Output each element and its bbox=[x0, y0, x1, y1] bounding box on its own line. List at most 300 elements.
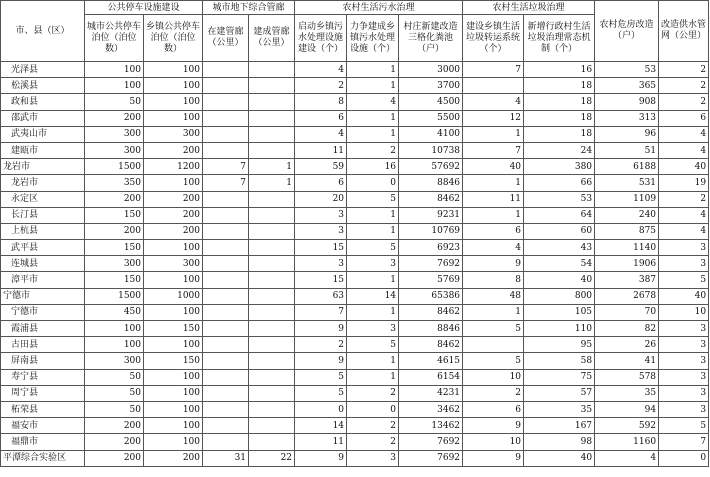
value-cell: 70 bbox=[595, 304, 659, 320]
value-cell: 100 bbox=[144, 272, 203, 288]
value-cell: 64 bbox=[524, 207, 595, 223]
value-cell: 531 bbox=[595, 175, 659, 191]
region-name-cell: 福安市 bbox=[1, 418, 85, 434]
value-cell: 58 bbox=[524, 353, 595, 369]
value-cell: 35 bbox=[524, 401, 595, 417]
value-cell: 100 bbox=[144, 337, 203, 353]
value-cell bbox=[203, 240, 249, 256]
table-row bbox=[1, 62, 709, 78]
value-cell: 51 bbox=[595, 142, 659, 158]
value-cell bbox=[203, 385, 249, 401]
region-name-cell: 霞浦县 bbox=[1, 321, 85, 337]
value-cell: 2 bbox=[347, 142, 399, 158]
value-cell: 100 bbox=[144, 369, 203, 385]
table-row bbox=[1, 175, 709, 191]
value-cell: 1500 bbox=[85, 288, 144, 304]
value-cell: 48 bbox=[463, 288, 524, 304]
value-cell: 150 bbox=[144, 321, 203, 337]
value-cell bbox=[249, 62, 295, 78]
table-row bbox=[1, 126, 709, 142]
value-cell: 11 bbox=[295, 434, 347, 450]
value-cell: 7 bbox=[203, 175, 249, 191]
region-name-cell: 平潭综合实验区 bbox=[1, 450, 85, 466]
table-row bbox=[1, 321, 709, 337]
value-cell bbox=[249, 78, 295, 94]
value-cell bbox=[203, 304, 249, 320]
sewage-group-header: 农村生活污水治理 bbox=[295, 1, 463, 15]
value-cell: 98 bbox=[524, 434, 595, 450]
value-cell: 300 bbox=[85, 256, 144, 272]
value-cell: 19 bbox=[659, 175, 709, 191]
value-cell: 4 bbox=[347, 94, 399, 110]
value-cell bbox=[249, 401, 295, 417]
value-cell: 0 bbox=[347, 175, 399, 191]
value-cell: 365 bbox=[595, 78, 659, 94]
region-name-cell: 建瓯市 bbox=[1, 142, 85, 158]
value-cell: 100 bbox=[144, 385, 203, 401]
value-cell: 2 bbox=[659, 94, 709, 110]
sub-header-sewage-start: 启动乡镇污水处理设施建设（个） bbox=[295, 15, 347, 62]
value-cell: 2 bbox=[347, 434, 399, 450]
region-name-cell: 龙岩市 bbox=[1, 175, 85, 191]
value-cell: 3462 bbox=[399, 401, 463, 417]
value-cell: 75 bbox=[524, 369, 595, 385]
table-row bbox=[1, 418, 709, 434]
garbage-group-header: 农村生活垃圾治理 bbox=[463, 1, 595, 15]
value-cell: 200 bbox=[85, 434, 144, 450]
value-cell: 200 bbox=[144, 223, 203, 239]
value-cell: 10738 bbox=[399, 142, 463, 158]
value-cell: 57692 bbox=[399, 159, 463, 175]
value-cell: 3 bbox=[659, 337, 709, 353]
value-cell: 8462 bbox=[399, 304, 463, 320]
value-cell bbox=[203, 94, 249, 110]
value-cell: 16 bbox=[524, 62, 595, 78]
value-cell: 3 bbox=[347, 321, 399, 337]
value-cell: 53 bbox=[524, 191, 595, 207]
value-cell: 5 bbox=[295, 369, 347, 385]
value-cell: 1109 bbox=[595, 191, 659, 207]
value-cell: 6188 bbox=[595, 159, 659, 175]
table-row bbox=[1, 337, 709, 353]
region-name-cell: 武平县 bbox=[1, 240, 85, 256]
value-cell bbox=[203, 434, 249, 450]
table-row bbox=[1, 142, 709, 158]
value-cell: 1 bbox=[463, 126, 524, 142]
value-cell: 11 bbox=[463, 191, 524, 207]
value-cell: 14 bbox=[295, 418, 347, 434]
region-name-cell: 龙岩市 bbox=[1, 159, 85, 175]
value-cell bbox=[203, 223, 249, 239]
value-cell: 6 bbox=[463, 401, 524, 417]
value-cell: 3 bbox=[659, 369, 709, 385]
value-cell: 300 bbox=[85, 353, 144, 369]
value-cell bbox=[249, 369, 295, 385]
value-cell bbox=[203, 207, 249, 223]
value-cell: 9 bbox=[295, 321, 347, 337]
value-cell: 8462 bbox=[399, 191, 463, 207]
value-cell: 9 bbox=[463, 256, 524, 272]
value-cell bbox=[463, 337, 524, 353]
value-cell: 0 bbox=[659, 450, 709, 466]
value-cell: 57 bbox=[524, 385, 595, 401]
value-cell: 110 bbox=[524, 321, 595, 337]
value-cell: 240 bbox=[595, 207, 659, 223]
region-name-cell: 上杭县 bbox=[1, 223, 85, 239]
value-cell: 100 bbox=[144, 434, 203, 450]
value-cell: 0 bbox=[347, 401, 399, 417]
value-cell: 7692 bbox=[399, 450, 463, 466]
value-cell: 18 bbox=[524, 94, 595, 110]
value-cell: 5 bbox=[347, 240, 399, 256]
region-name-cell: 宁德市 bbox=[1, 288, 85, 304]
value-cell bbox=[249, 321, 295, 337]
value-cell: 3700 bbox=[399, 78, 463, 94]
value-cell bbox=[249, 353, 295, 369]
value-cell: 800 bbox=[524, 288, 595, 304]
value-cell: 18 bbox=[524, 78, 595, 94]
region-column-header: 市、县（区） bbox=[1, 1, 85, 62]
value-cell: 96 bbox=[595, 126, 659, 142]
value-cell: 63 bbox=[295, 288, 347, 304]
value-cell bbox=[249, 434, 295, 450]
value-cell: 1 bbox=[347, 304, 399, 320]
value-cell: 4 bbox=[659, 207, 709, 223]
value-cell: 3 bbox=[347, 450, 399, 466]
region-name-cell: 长汀县 bbox=[1, 207, 85, 223]
value-cell: 2 bbox=[347, 385, 399, 401]
value-cell: 7692 bbox=[399, 256, 463, 272]
value-cell: 5 bbox=[295, 385, 347, 401]
value-cell: 5 bbox=[659, 418, 709, 434]
value-cell: 26 bbox=[595, 337, 659, 353]
value-cell: 18 bbox=[524, 110, 595, 126]
value-cell: 3 bbox=[659, 321, 709, 337]
table-row bbox=[1, 78, 709, 94]
value-cell bbox=[249, 191, 295, 207]
value-cell: 1 bbox=[347, 62, 399, 78]
value-cell: 60 bbox=[524, 223, 595, 239]
value-cell: 1140 bbox=[595, 240, 659, 256]
region-name-cell: 古田县 bbox=[1, 337, 85, 353]
value-cell bbox=[249, 418, 295, 434]
value-cell: 350 bbox=[85, 175, 144, 191]
region-name-cell: 寿宁县 bbox=[1, 369, 85, 385]
value-cell: 300 bbox=[144, 256, 203, 272]
value-cell: 8846 bbox=[399, 321, 463, 337]
value-cell: 59 bbox=[295, 159, 347, 175]
sub-header-town-parking: 乡镇公共停车泊位（泊位数） bbox=[144, 15, 203, 62]
value-cell: 40 bbox=[524, 450, 595, 466]
value-cell: 1 bbox=[463, 207, 524, 223]
value-cell: 3 bbox=[659, 385, 709, 401]
table-row bbox=[1, 288, 709, 304]
sub-header-garbage-transfer: 建设乡镇生活垃圾转运系统（个） bbox=[463, 15, 524, 62]
value-cell bbox=[249, 256, 295, 272]
value-cell: 380 bbox=[524, 159, 595, 175]
value-cell: 4 bbox=[295, 62, 347, 78]
region-name-cell: 漳平市 bbox=[1, 272, 85, 288]
value-cell: 5 bbox=[463, 353, 524, 369]
value-cell bbox=[203, 418, 249, 434]
value-cell: 12 bbox=[463, 110, 524, 126]
value-cell: 15 bbox=[295, 272, 347, 288]
value-cell: 1200 bbox=[144, 159, 203, 175]
value-cell: 2 bbox=[463, 385, 524, 401]
value-cell: 9231 bbox=[399, 207, 463, 223]
value-cell: 9 bbox=[463, 450, 524, 466]
value-cell: 53 bbox=[595, 62, 659, 78]
table-body bbox=[1, 62, 709, 467]
value-cell: 1 bbox=[249, 175, 295, 191]
value-cell: 875 bbox=[595, 223, 659, 239]
value-cell bbox=[203, 369, 249, 385]
value-cell: 6 bbox=[295, 110, 347, 126]
region-name-cell: 连城县 bbox=[1, 256, 85, 272]
value-cell: 150 bbox=[85, 240, 144, 256]
value-cell: 200 bbox=[85, 110, 144, 126]
value-cell: 1500 bbox=[85, 159, 144, 175]
value-cell: 3 bbox=[659, 256, 709, 272]
value-cell: 4 bbox=[659, 223, 709, 239]
value-cell: 4100 bbox=[399, 126, 463, 142]
value-cell bbox=[249, 142, 295, 158]
value-cell: 1 bbox=[347, 110, 399, 126]
value-cell bbox=[203, 126, 249, 142]
value-cell: 40 bbox=[463, 159, 524, 175]
value-cell: 66 bbox=[524, 175, 595, 191]
value-cell: 6 bbox=[659, 110, 709, 126]
value-cell bbox=[203, 62, 249, 78]
value-cell: 450 bbox=[85, 304, 144, 320]
value-cell: 100 bbox=[144, 110, 203, 126]
value-cell bbox=[203, 321, 249, 337]
value-cell: 3 bbox=[659, 401, 709, 417]
value-cell: 94 bbox=[595, 401, 659, 417]
value-cell bbox=[249, 385, 295, 401]
value-cell bbox=[203, 191, 249, 207]
value-cell bbox=[249, 110, 295, 126]
value-cell bbox=[463, 78, 524, 94]
value-cell: 1 bbox=[249, 159, 295, 175]
table-row bbox=[1, 207, 709, 223]
value-cell bbox=[249, 94, 295, 110]
value-cell: 592 bbox=[595, 418, 659, 434]
region-name-cell: 光泽县 bbox=[1, 62, 85, 78]
value-cell: 4 bbox=[295, 126, 347, 142]
value-cell: 5 bbox=[347, 337, 399, 353]
value-cell bbox=[249, 337, 295, 353]
value-cell: 105 bbox=[524, 304, 595, 320]
value-cell bbox=[203, 256, 249, 272]
value-cell: 2 bbox=[295, 78, 347, 94]
value-cell: 24 bbox=[524, 142, 595, 158]
value-cell: 8462 bbox=[399, 337, 463, 353]
value-cell: 578 bbox=[595, 369, 659, 385]
sub-header-sewage-complete: 力争建成乡镇污水处理设施（个） bbox=[347, 15, 399, 62]
value-cell: 50 bbox=[85, 385, 144, 401]
value-cell: 200 bbox=[144, 142, 203, 158]
table-row bbox=[1, 304, 709, 320]
region-name-cell: 宁德市 bbox=[1, 304, 85, 320]
value-cell: 200 bbox=[144, 191, 203, 207]
value-cell: 10 bbox=[463, 369, 524, 385]
value-cell: 200 bbox=[85, 191, 144, 207]
value-cell: 300 bbox=[85, 126, 144, 142]
dilapidated-housing-header: 农村危房改造（户） bbox=[595, 1, 659, 62]
value-cell: 50 bbox=[85, 369, 144, 385]
value-cell: 40 bbox=[659, 159, 709, 175]
value-cell: 9 bbox=[295, 353, 347, 369]
table-row bbox=[1, 223, 709, 239]
value-cell: 3 bbox=[347, 256, 399, 272]
value-cell: 7 bbox=[203, 159, 249, 175]
value-cell: 200 bbox=[85, 418, 144, 434]
value-cell: 150 bbox=[85, 272, 144, 288]
value-cell: 7 bbox=[463, 62, 524, 78]
value-cell: 6 bbox=[463, 223, 524, 239]
sub-header-garbage-mechanism: 新增行政村生活垃圾治理常态机制（个） bbox=[524, 15, 595, 62]
value-cell: 5769 bbox=[399, 272, 463, 288]
value-cell: 1 bbox=[347, 272, 399, 288]
value-cell: 4500 bbox=[399, 94, 463, 110]
value-cell bbox=[249, 304, 295, 320]
value-cell: 7692 bbox=[399, 434, 463, 450]
value-cell: 18 bbox=[524, 126, 595, 142]
value-cell: 2 bbox=[659, 62, 709, 78]
value-cell: 300 bbox=[144, 126, 203, 142]
value-cell: 82 bbox=[595, 321, 659, 337]
value-cell: 1 bbox=[347, 78, 399, 94]
value-cell: 10 bbox=[659, 304, 709, 320]
region-name-cell: 武夷山市 bbox=[1, 126, 85, 142]
value-cell: 31 bbox=[203, 450, 249, 466]
value-cell: 1906 bbox=[595, 256, 659, 272]
value-cell: 100 bbox=[144, 94, 203, 110]
value-cell: 14 bbox=[347, 288, 399, 304]
value-cell: 54 bbox=[524, 256, 595, 272]
table-row bbox=[1, 401, 709, 417]
value-cell: 3 bbox=[295, 223, 347, 239]
value-cell bbox=[249, 207, 295, 223]
table-row bbox=[1, 240, 709, 256]
value-cell: 1 bbox=[347, 126, 399, 142]
value-cell: 200 bbox=[85, 223, 144, 239]
value-cell: 3 bbox=[659, 240, 709, 256]
value-cell: 4 bbox=[659, 142, 709, 158]
value-cell bbox=[249, 288, 295, 304]
value-cell: 11 bbox=[295, 142, 347, 158]
value-cell: 1160 bbox=[595, 434, 659, 450]
value-cell: 100 bbox=[144, 418, 203, 434]
value-cell bbox=[249, 272, 295, 288]
value-cell: 4 bbox=[595, 450, 659, 466]
value-cell: 5 bbox=[463, 321, 524, 337]
table-row bbox=[1, 369, 709, 385]
value-cell bbox=[249, 223, 295, 239]
table-row bbox=[1, 272, 709, 288]
value-cell: 100 bbox=[144, 78, 203, 94]
value-cell: 40 bbox=[524, 272, 595, 288]
value-cell: 4 bbox=[463, 94, 524, 110]
value-cell: 150 bbox=[85, 207, 144, 223]
table-row bbox=[1, 191, 709, 207]
value-cell: 5500 bbox=[399, 110, 463, 126]
value-cell: 3 bbox=[295, 256, 347, 272]
value-cell: 8846 bbox=[399, 175, 463, 191]
value-cell: 300 bbox=[85, 142, 144, 158]
value-cell: 6154 bbox=[399, 369, 463, 385]
pipe-gallery-group-header: 城市地下综合管廊 bbox=[203, 1, 295, 15]
table-row bbox=[1, 353, 709, 369]
sub-header-gallery-built: 建成管廊（公里） bbox=[249, 15, 295, 62]
value-cell: 4 bbox=[463, 240, 524, 256]
region-name-cell: 福鼎市 bbox=[1, 434, 85, 450]
value-cell: 50 bbox=[85, 401, 144, 417]
value-cell: 10 bbox=[463, 434, 524, 450]
value-cell bbox=[203, 337, 249, 353]
value-cell: 9 bbox=[295, 450, 347, 466]
value-cell: 1000 bbox=[144, 288, 203, 304]
value-cell: 10769 bbox=[399, 223, 463, 239]
value-cell: 4231 bbox=[399, 385, 463, 401]
value-cell: 95 bbox=[524, 337, 595, 353]
value-cell: 4 bbox=[659, 126, 709, 142]
region-name-cell: 邵武市 bbox=[1, 110, 85, 126]
value-cell: 387 bbox=[595, 272, 659, 288]
water-pipe-header: 改造供水管网（公里） bbox=[659, 1, 709, 62]
value-cell: 100 bbox=[85, 337, 144, 353]
value-cell: 100 bbox=[144, 240, 203, 256]
value-cell: 3 bbox=[295, 207, 347, 223]
value-cell bbox=[203, 142, 249, 158]
value-cell: 6923 bbox=[399, 240, 463, 256]
value-cell: 100 bbox=[144, 175, 203, 191]
sub-header-city-parking: 城市公共停车泊位（泊位数） bbox=[85, 15, 144, 62]
sub-header-gallery-building: 在建管廊（公里） bbox=[203, 15, 249, 62]
value-cell: 7 bbox=[463, 142, 524, 158]
value-cell: 40 bbox=[659, 288, 709, 304]
table-row bbox=[1, 385, 709, 401]
value-cell: 43 bbox=[524, 240, 595, 256]
value-cell: 15 bbox=[295, 240, 347, 256]
value-cell: 100 bbox=[85, 78, 144, 94]
value-cell: 2 bbox=[347, 418, 399, 434]
table-row bbox=[1, 94, 709, 110]
value-cell: 2 bbox=[295, 337, 347, 353]
value-cell: 9 bbox=[463, 418, 524, 434]
value-cell: 1 bbox=[347, 223, 399, 239]
table-row bbox=[1, 110, 709, 126]
value-cell: 7 bbox=[295, 304, 347, 320]
table-row bbox=[1, 434, 709, 450]
value-cell bbox=[249, 126, 295, 142]
value-cell: 6 bbox=[295, 175, 347, 191]
value-cell: 7 bbox=[659, 434, 709, 450]
value-cell: 200 bbox=[144, 450, 203, 466]
value-cell: 13462 bbox=[399, 418, 463, 434]
value-cell: 100 bbox=[144, 62, 203, 78]
value-cell bbox=[203, 353, 249, 369]
value-cell: 100 bbox=[144, 401, 203, 417]
value-cell: 1 bbox=[347, 207, 399, 223]
value-cell: 2 bbox=[659, 78, 709, 94]
region-name-cell: 松溪县 bbox=[1, 78, 85, 94]
value-cell: 3 bbox=[659, 353, 709, 369]
value-cell: 65386 bbox=[399, 288, 463, 304]
value-cell: 100 bbox=[85, 62, 144, 78]
value-cell bbox=[249, 240, 295, 256]
